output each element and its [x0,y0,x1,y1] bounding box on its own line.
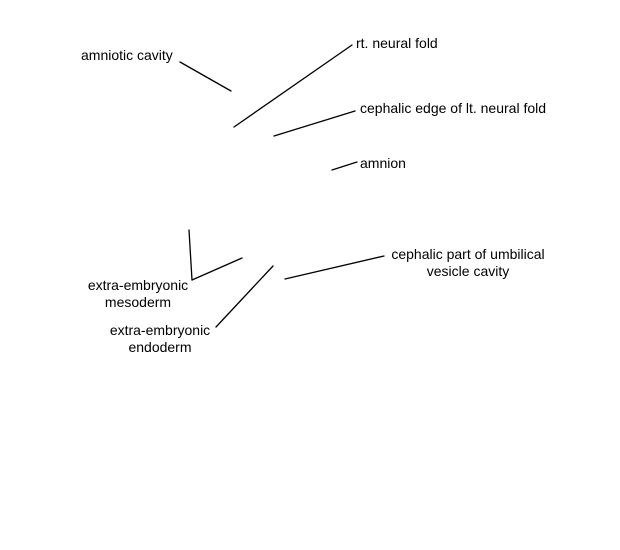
cephalic-edge-leader [274,111,355,136]
label-cephalic-edge-lt-neural-fold: cephalic edge of lt. neural fold [360,100,547,116]
mesoderm-leader-diagonal [192,258,242,280]
rt-neural-fold-leader [234,45,352,127]
amniotic-cavity-leader [180,62,231,91]
label-rt-neural-fold: rt. neural fold [356,35,438,51]
label-extra-embryonic-endoderm: extra-embryonic endoderm [109,322,211,355]
mesoderm-leader-vertical [189,230,192,280]
label-amniotic-cavity: amniotic cavity [81,47,173,63]
umbilical-cavity-leader [285,256,384,279]
endoderm-leader [216,266,273,327]
amnion-leader [332,162,357,170]
label-extra-embryonic-mesoderm: extra-embryonic mesoderm [87,277,189,310]
label-amnion: amnion [360,155,406,171]
label-umbilical-vesicle-cavity: cephalic part of umbilical vesicle cavity [391,246,545,279]
